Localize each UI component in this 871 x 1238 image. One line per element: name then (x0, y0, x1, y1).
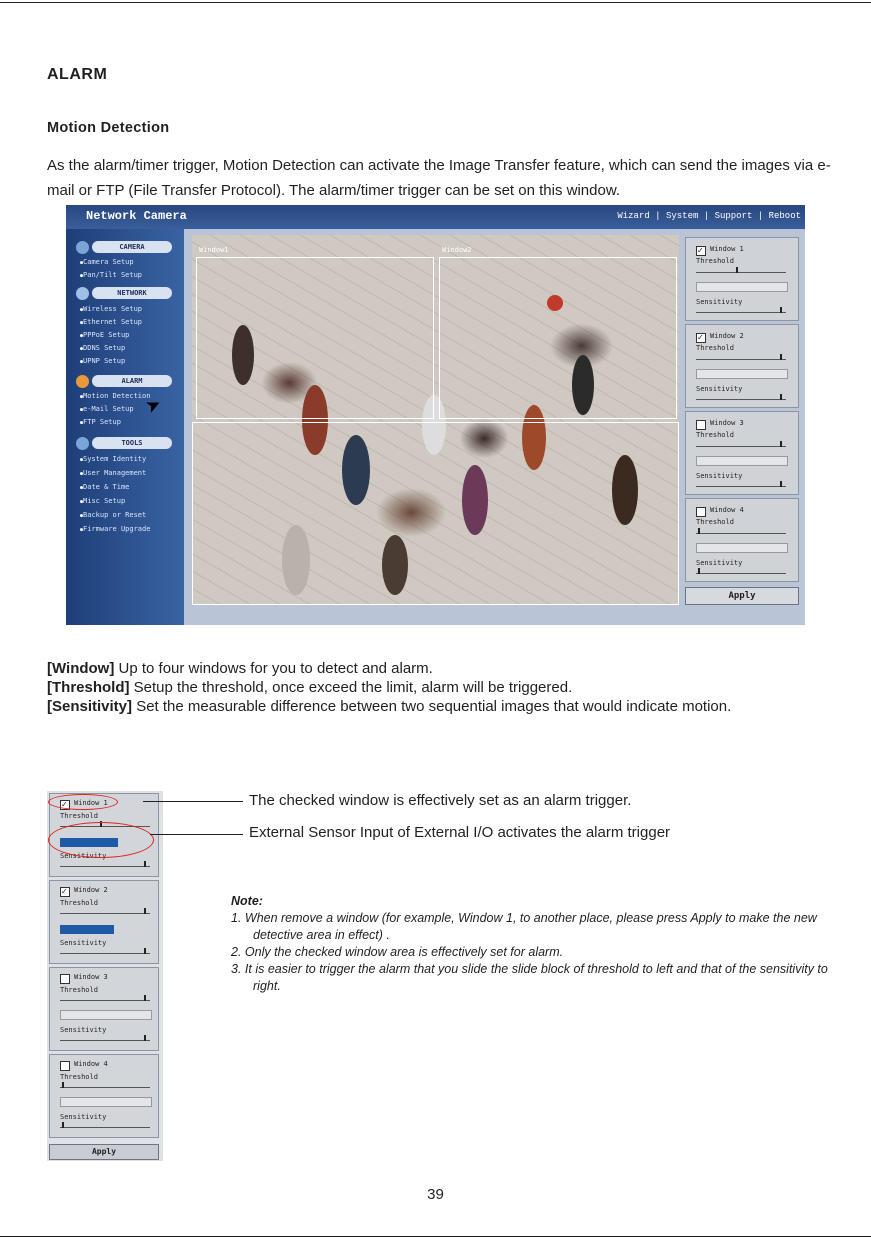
note-item: 3. It is easier to trigger the alarm that you slide the slide block of threshold to left and that of the sensitivity to right. (231, 962, 828, 993)
window-3-settings (49, 967, 159, 1051)
window-4-settings (49, 1054, 159, 1138)
sidebar-item-pppoe-setup[interactable]: ● PPPoE Setup (80, 331, 129, 339)
tools-icon (76, 437, 89, 450)
section-label: CAMERA (92, 241, 172, 253)
intro-paragraph (47, 153, 837, 203)
top-rule (0, 2, 871, 3)
section-label: ALARM (92, 375, 172, 387)
threshold-label: Threshold (696, 518, 734, 526)
window-label: Window2 (442, 246, 472, 254)
definition-sensitivity (47, 697, 731, 716)
window-name: Window 2 (710, 332, 744, 340)
threshold-slider[interactable] (60, 1000, 150, 1001)
sidebar (66, 229, 184, 625)
sensitivity-label: Sensitivity (60, 1026, 107, 1034)
window-3-settings (685, 411, 799, 495)
subsection-title: Motion Detection (47, 120, 170, 136)
page-number: 39 (427, 1186, 444, 1203)
sidebar-section-network[interactable] (76, 287, 176, 300)
threshold-label: Threshold (60, 899, 98, 907)
note-item: 1. When remove a window (for example, Window 1, to another place, please press Apply to make the new detective area in effect) . (231, 911, 817, 942)
sensitivity-label: Sensitivity (696, 385, 743, 393)
sidebar-item-system-identity[interactable]: ● System Identity (80, 455, 146, 463)
slider-knob[interactable] (62, 1122, 64, 1128)
sensor-field (696, 456, 788, 466)
callout-line (143, 801, 243, 802)
window-name: Window 1 (710, 245, 744, 253)
sensor-field (696, 369, 788, 379)
callout-checked-window: The checked window is effectively set as an alarm trigger. (249, 792, 632, 809)
window-1-settings (685, 237, 799, 321)
window-2-settings (685, 324, 799, 408)
sidebar-section-tools[interactable] (76, 437, 176, 450)
window-name: Window 4 (710, 506, 744, 514)
intro-text: As the alarm/timer trigger, Motion Detection can activate the Image Transfer feature, which can send the images via e-mail or FTP (File Transfer Protocol). The alarm/timer trigger can be set on this window. (47, 157, 831, 199)
definition-window (47, 659, 731, 678)
window-name: Window 2 (74, 886, 108, 894)
sidebar-item-email-setup[interactable]: ● e-Mail Setup (80, 405, 134, 413)
sidebar-item-date-time[interactable]: ● Date & Time (80, 483, 129, 491)
window-checkbox[interactable]: ✓ (60, 887, 70, 897)
threshold-slider[interactable] (60, 913, 150, 914)
apply-button[interactable]: Apply (49, 1144, 159, 1160)
slider-knob[interactable] (780, 354, 782, 360)
slider-knob[interactable] (62, 1082, 64, 1088)
sensitivity-slider[interactable] (60, 866, 150, 867)
sidebar-section-camera[interactable] (76, 241, 176, 254)
slider-knob[interactable] (144, 1035, 146, 1041)
window-settings-panel (685, 235, 800, 605)
slider-knob[interactable] (144, 861, 146, 867)
sidebar-section-alarm[interactable] (76, 375, 176, 388)
sensitivity-label: Sensitivity (60, 939, 107, 947)
threshold-slider[interactable] (696, 359, 786, 360)
sidebar-item-ethernet-setup[interactable]: ● Ethernet Setup (80, 318, 142, 326)
threshold-label: Threshold (696, 344, 734, 352)
definition-threshold (47, 678, 731, 697)
window-checkbox[interactable] (696, 507, 706, 517)
detection-window-2[interactable] (439, 246, 677, 419)
threshold-label: Threshold (696, 431, 734, 439)
threshold-label: Threshold (60, 1073, 98, 1081)
sidebar-item-camera-setup[interactable]: ● Camera Setup (80, 258, 134, 266)
sensor-field (60, 1097, 152, 1107)
window-checkbox[interactable]: ✓ (60, 800, 70, 810)
bottom-rule (0, 1236, 871, 1237)
window-checkbox[interactable] (696, 420, 706, 430)
callout-line (150, 834, 243, 835)
sensitivity-label: Sensitivity (696, 298, 743, 306)
window-4-settings (685, 498, 799, 582)
window-name: Window 3 (710, 419, 744, 427)
sensitivity-slider[interactable] (696, 486, 786, 487)
callout-external-sensor: External Sensor Input of External I/O activates the alarm trigger (249, 824, 671, 841)
definition-text: Setup the threshold, once exceed the limit, alarm will be triggered. (129, 679, 573, 696)
definition-term: [Sensitivity] (47, 698, 133, 715)
threshold-slider[interactable] (696, 533, 786, 534)
sidebar-item-misc-setup[interactable]: ● Misc Setup (80, 497, 125, 505)
definition-text: Up to four windows for you to detect and alarm. (114, 660, 433, 677)
network-icon (76, 287, 89, 300)
window-checkbox[interactable]: ✓ (696, 333, 706, 343)
slider-knob[interactable] (144, 948, 146, 954)
note-title: Note: (231, 894, 263, 908)
threshold-slider[interactable] (696, 272, 786, 273)
live-video-view[interactable] (192, 235, 679, 605)
window-2-settings (49, 880, 159, 964)
slider-knob[interactable] (780, 394, 782, 400)
slider-knob[interactable] (698, 568, 700, 574)
camera-icon (76, 241, 89, 254)
threshold-slider[interactable] (60, 1087, 150, 1088)
app-title: Network Camera (86, 209, 187, 223)
sensor-field (696, 282, 788, 292)
threshold-label: Threshold (60, 812, 98, 820)
section-title: ALARM (47, 66, 108, 83)
slider-knob[interactable] (780, 441, 782, 447)
window-checkbox[interactable] (60, 974, 70, 984)
window-name: Window 3 (74, 973, 108, 981)
window-checkbox[interactable] (60, 1061, 70, 1071)
slider-knob[interactable] (736, 267, 738, 273)
section-label: TOOLS (92, 437, 172, 449)
highlight-window-checkbox (48, 794, 118, 810)
slider-knob[interactable] (780, 307, 782, 313)
sensitivity-label: Sensitivity (696, 472, 743, 480)
threshold-label: Threshold (696, 257, 734, 265)
window-label: Window1 (199, 246, 229, 254)
sensitivity-label: Sensitivity (60, 852, 107, 860)
camera-ui-screenshot (66, 205, 805, 625)
window-name: Window 1 (74, 799, 108, 807)
alarm-icon (76, 375, 89, 388)
sensitivity-label: Sensitivity (696, 559, 743, 567)
highlight-sensor-bar (48, 822, 154, 858)
sidebar-item-ddns-setup[interactable]: ● DDNS Setup (80, 344, 125, 352)
note-block (231, 893, 831, 995)
section-label: NETWORK (92, 287, 172, 299)
sensitivity-slider[interactable] (60, 1127, 150, 1128)
sensitivity-slider[interactable] (60, 953, 150, 954)
definitions-list (47, 659, 731, 716)
sensor-input-bar (60, 925, 114, 934)
sensitivity-slider[interactable] (696, 399, 786, 400)
slider-knob[interactable] (780, 481, 782, 487)
definition-term: [Window] (47, 660, 115, 677)
sensitivity-label: Sensitivity (60, 1113, 107, 1121)
definition-text: Set the measurable difference between two sequential images that would indicate motion. (132, 698, 732, 715)
app-header (66, 205, 805, 229)
slider-knob[interactable] (698, 528, 700, 534)
mouse-cursor-icon: ➤ (142, 392, 165, 418)
slider-knob[interactable] (144, 995, 146, 1001)
sidebar-item-pan-tilt-setup[interactable]: ● Pan/Tilt Setup (80, 271, 142, 279)
apply-button[interactable]: Apply (685, 587, 799, 605)
top-links[interactable]: Wizard | System | Support | Reboot (617, 211, 801, 221)
window-checkbox[interactable]: ✓ (696, 246, 706, 256)
detection-window-1[interactable] (196, 246, 434, 419)
sidebar-item-user-management[interactable]: ● User Management (80, 469, 146, 477)
sidebar-item-backup-reset[interactable]: ● Backup or Reset (80, 511, 146, 519)
slider-knob[interactable] (144, 908, 146, 914)
sidebar-item-upnp-setup[interactable]: ● UPNP Setup (80, 357, 125, 365)
note-item: 2. Only the checked window area is effectively set for alarm. (231, 945, 564, 959)
detection-window-3[interactable] (192, 422, 679, 605)
sensitivity-slider[interactable] (60, 1040, 150, 1041)
window-name: Window 4 (74, 1060, 108, 1068)
threshold-label: Threshold (60, 986, 98, 994)
sidebar-item-firmware-upgrade[interactable]: ● Firmware Upgrade (80, 525, 150, 533)
threshold-slider[interactable] (696, 446, 786, 447)
sensitivity-slider[interactable] (696, 573, 786, 574)
definition-term: [Threshold] (47, 679, 130, 696)
sensor-field (60, 1010, 152, 1020)
sensitivity-slider[interactable] (696, 312, 786, 313)
sensor-field (696, 543, 788, 553)
sidebar-item-motion-detection[interactable]: ● Motion Detection (80, 392, 150, 400)
sidebar-item-wireless-setup[interactable]: ● Wireless Setup (80, 305, 142, 313)
sidebar-item-ftp-setup[interactable]: ● FTP Setup (80, 418, 121, 426)
